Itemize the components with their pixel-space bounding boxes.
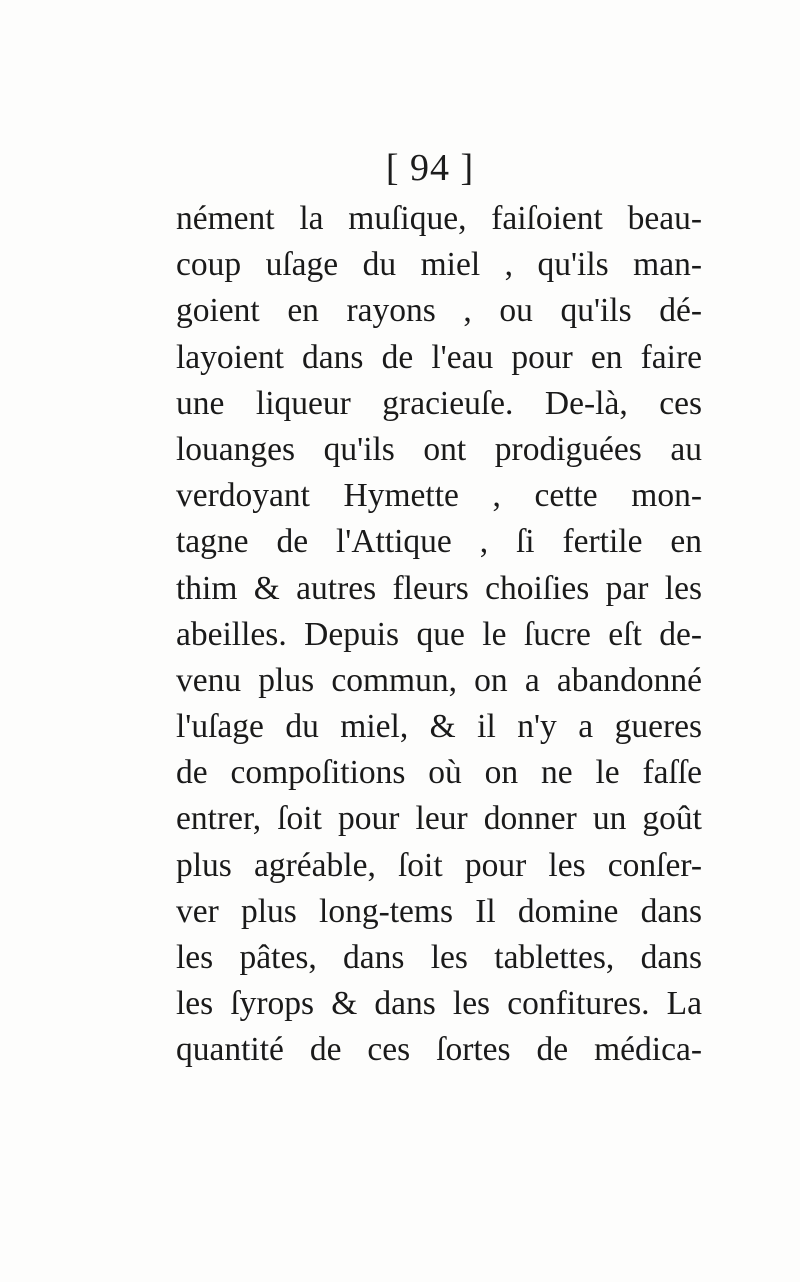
- text-line: tagne de l'Attique , ſi fertile en: [176, 523, 702, 561]
- text-line: une liqueur gracieuſe. De-là, ces: [176, 384, 702, 422]
- text-line: goient en rayons , ou qu'ils dé-: [176, 292, 702, 330]
- text-line: les ſyrops & dans les confitures. La: [176, 985, 702, 1023]
- text-line: verdoyant Hymette , cette mon-: [176, 477, 702, 515]
- text-line: entrer, ſoit pour leur donner un goût: [176, 800, 702, 838]
- text-line: l'uſage du miel, & il n'y a gueres: [176, 708, 702, 746]
- text-line: de compoſitions où on ne le faſſe: [176, 754, 702, 792]
- text-line: plus agréable, ſoit pour les conſer-: [176, 846, 702, 884]
- body-text: [176, 196, 702, 1074]
- text-line: les pâtes, dans les tablettes, dans: [176, 939, 702, 976]
- text-line: quantité de ces ſortes de médica-: [176, 1031, 702, 1069]
- text-line: coup uſage du miel , qu'ils man-: [176, 246, 702, 284]
- text-line: venu plus commun, on a abandonné: [176, 661, 702, 699]
- text-line: nément la muſique, faiſoient beau-: [176, 200, 702, 237]
- text-line: louanges qu'ils ont prodiguées au: [176, 430, 702, 468]
- text-line: layoient dans de l'eau pour en faire: [176, 338, 702, 376]
- text-line: abeilles. Depuis que le ſucre eſt de-: [176, 615, 702, 653]
- text-line: ver plus long-tems Il domine dans: [176, 892, 702, 930]
- page-number: [ 94 ]: [385, 147, 475, 189]
- text-line: thim & autres fleurs choiſies par les: [176, 569, 702, 607]
